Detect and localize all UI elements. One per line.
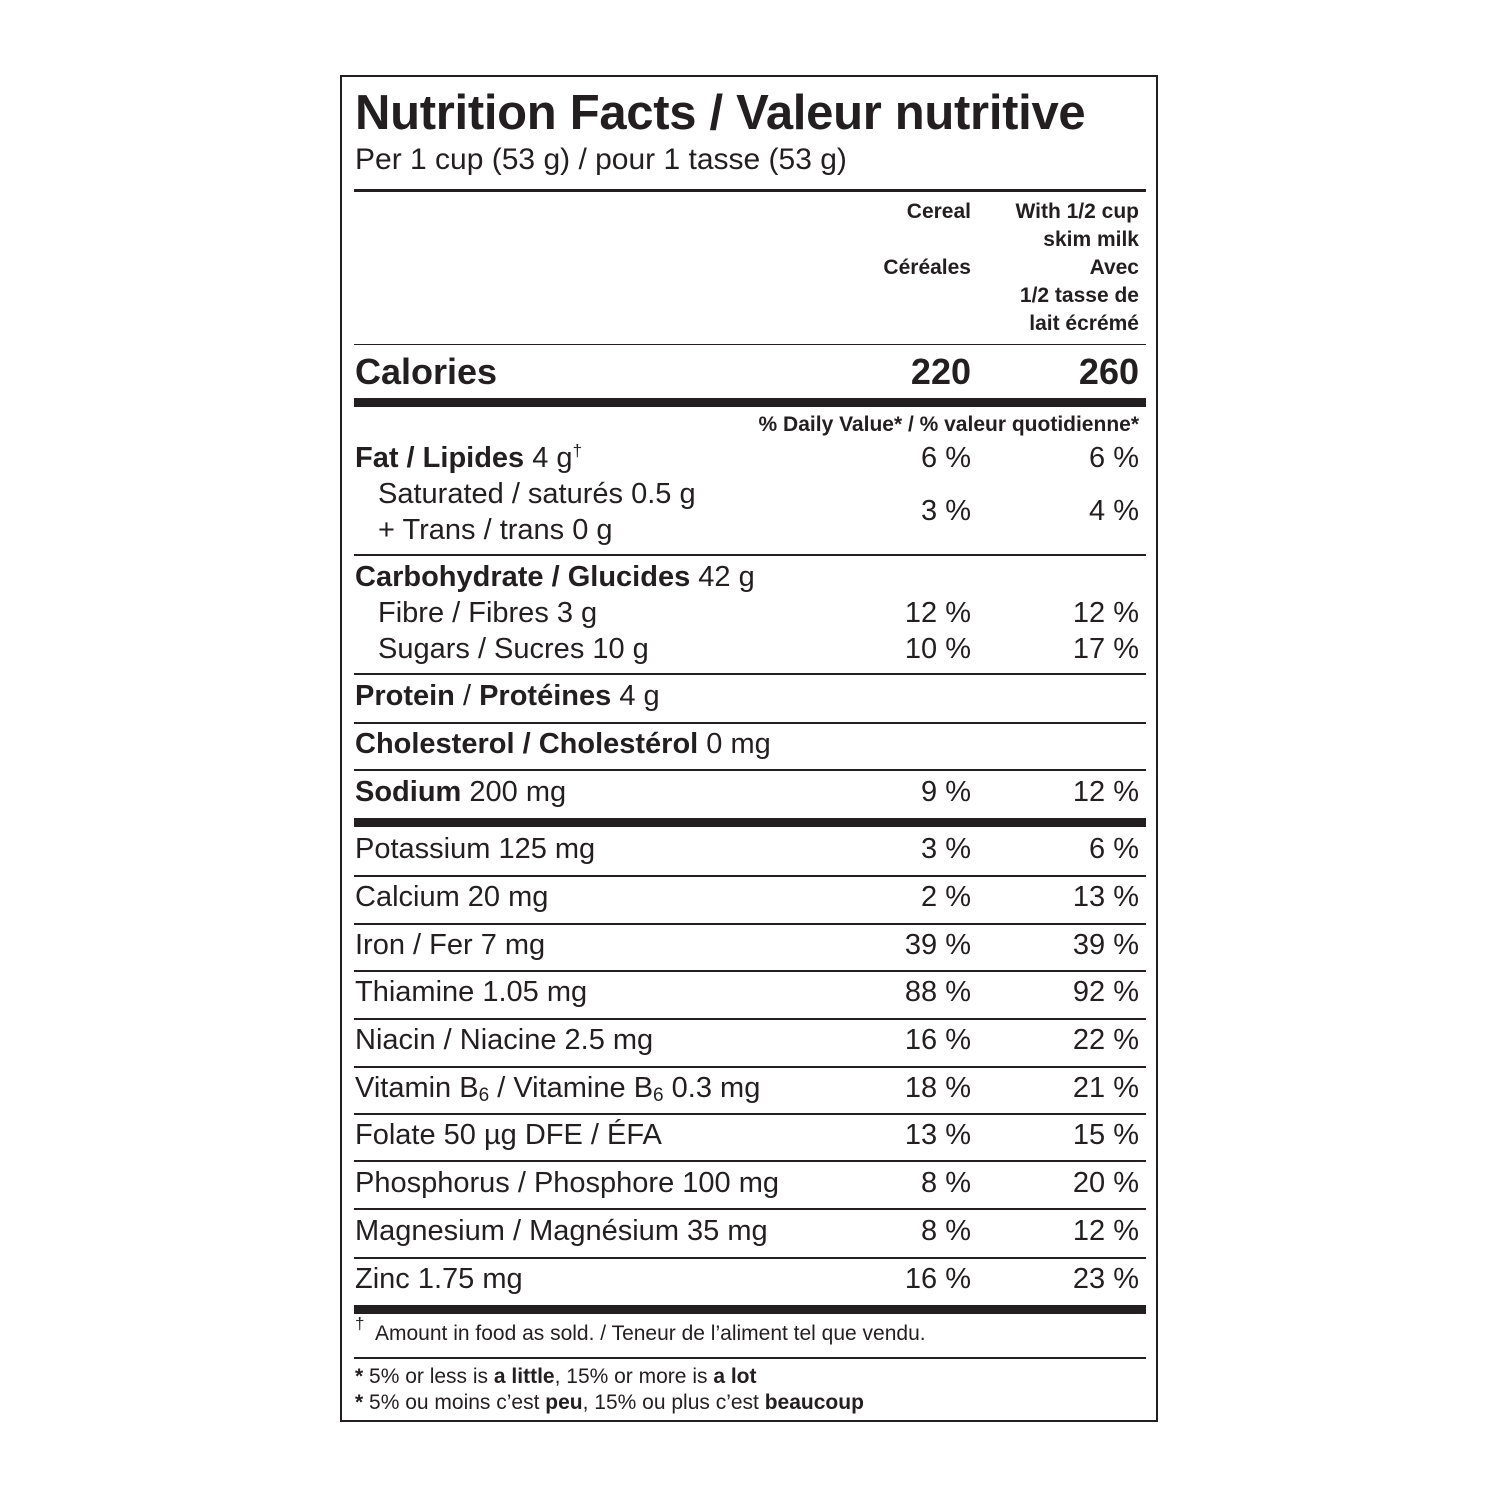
vitamin-b6-part1: Vitamin B (355, 1072, 479, 1104)
panel-title: Nutrition Facts / Valeur nutritive (355, 86, 1086, 140)
footnote-fr-beaucoup: beaucoup (764, 1391, 864, 1414)
rule-under-serving (354, 189, 1146, 192)
zinc-label: Zinc 1.75 mg (355, 1263, 523, 1295)
subscript-6: 6 (478, 1085, 490, 1106)
cholesterol-amount: 0 mg (706, 728, 771, 760)
footnote-en-a: 5% or less is (363, 1365, 494, 1388)
footnote-fr-peu: peu (545, 1391, 583, 1414)
niacin-label: Niacin / Niacine 2.5 mg (355, 1024, 654, 1056)
rule-after-cholesterol (354, 769, 1146, 771)
sodium-name: Sodium (355, 776, 462, 808)
footnote-en-a-little: a little (493, 1365, 555, 1388)
spacer (883, 226, 971, 254)
sodium-label (355, 776, 566, 809)
fat-label (355, 442, 582, 475)
saturated-line1: Saturated / saturés 0.5 g (378, 478, 696, 510)
rule-after-vitamin-b6 (354, 1113, 1146, 1115)
magnesium-label: Magnesium / Magnésium 35 mg (355, 1215, 768, 1247)
calories-label: Calories (355, 351, 498, 392)
column-header-cereal (883, 198, 971, 282)
thick-rule-sodium (354, 818, 1146, 827)
calories-with-milk: 260 (1078, 351, 1139, 392)
protein-name-fr: Protéines (479, 680, 612, 712)
subscript-6: 6 (653, 1085, 664, 1106)
calcium-label: Calcium 20 mg (355, 881, 549, 913)
fat-name: Fat / Lipides (355, 442, 525, 474)
column-header-milk-line1: With 1/2 cup (1015, 200, 1139, 223)
rule-after-protein (354, 722, 1146, 724)
rule-after-magnesium (354, 1257, 1146, 1259)
footnote-en-c: , 15% or more is (554, 1365, 714, 1388)
fibre-label: Fibre / Fibres 3 g (378, 597, 598, 629)
folate-label: Folate 50 µg DFE / ÉFA (355, 1119, 662, 1151)
phosphorus-cereal-dv: 8 % (921, 1167, 971, 1199)
rule-between-footnotes (354, 1357, 1146, 1359)
column-header-milk-line2: skim milk (1043, 228, 1139, 251)
rule-after-fat (354, 554, 1146, 556)
thiamine-cereal-dv: 88 % (904, 976, 971, 1008)
thiamine-milk-dv: 92 % (1072, 976, 1139, 1008)
rule-after-phosphorus (354, 1208, 1146, 1210)
rule-after-carbohydrate (354, 673, 1146, 675)
trans-line2: + Trans / trans 0 g (378, 514, 613, 546)
footnote-fr-c: , 15% ou plus c’est (582, 1391, 765, 1414)
rule-after-niacin (354, 1066, 1146, 1068)
rule-after-calcium (354, 923, 1146, 925)
column-header-cereal-en: Cereal (906, 200, 971, 223)
folate-milk-dv: 15 % (1072, 1119, 1139, 1151)
footnote-french (355, 1391, 864, 1415)
column-header-with-milk (1016, 198, 1140, 338)
thick-rule-calories (354, 398, 1146, 407)
carbohydrate-label (355, 561, 755, 594)
potassium-milk-dv: 6 % (1089, 833, 1139, 865)
rule-after-folate (354, 1160, 1146, 1162)
fibre-milk-dv: 12 % (1072, 597, 1139, 629)
nutrition-facts-panel (340, 75, 1158, 1422)
zinc-cereal-dv: 16 % (904, 1263, 971, 1295)
daily-value-header: % Daily Value* / % valeur quotidienne* (758, 413, 1139, 436)
fat-amount: 4 g (532, 442, 573, 474)
sodium-milk-dv: 12 % (1072, 776, 1139, 808)
rule-after-iron (354, 970, 1146, 972)
dagger-footnote (355, 1314, 926, 1346)
potassium-cereal-dv: 3 % (921, 833, 971, 865)
footnote-english (355, 1365, 757, 1389)
niacin-milk-dv: 22 % (1072, 1024, 1139, 1056)
vitamin-b6-part2: / Vitamine B (489, 1072, 654, 1104)
zinc-milk-dv: 23 % (1072, 1263, 1139, 1295)
cholesterol-label (355, 728, 771, 761)
sodium-cereal-dv: 9 % (921, 776, 971, 808)
dagger-footnote-text: Amount in food as sold. / Teneur de l’aliment tel que vendu. (374, 1322, 926, 1345)
sugars-cereal-dv: 10 % (904, 633, 971, 665)
dagger-mark: † (572, 441, 583, 460)
phosphorus-milk-dv: 20 % (1072, 1167, 1139, 1199)
rule-under-headers (354, 344, 1146, 345)
fat-milk-dv: 6 % (1089, 442, 1139, 474)
rule-after-potassium (354, 875, 1146, 877)
rule-after-thiamine (354, 1018, 1146, 1020)
magnesium-cereal-dv: 8 % (921, 1215, 971, 1247)
cholesterol-name: Cholesterol / Cholestérol (355, 728, 699, 760)
folate-cereal-dv: 13 % (904, 1119, 971, 1151)
phosphorus-label: Phosphorus / Phosphore 100 mg (355, 1167, 779, 1199)
vitamin-b6-part3: 0.3 mg (663, 1072, 761, 1104)
footnote-dagger-mark: † (355, 1314, 365, 1333)
potassium-label: Potassium 125 mg (355, 833, 596, 865)
fat-cereal-dv: 6 % (921, 442, 971, 474)
fibre-cereal-dv: 12 % (904, 597, 971, 629)
iron-label: Iron / Fer 7 mg (355, 929, 546, 961)
sodium-amount: 200 mg (469, 776, 567, 808)
vitamin-b6-milk-dv: 21 % (1072, 1072, 1139, 1104)
calcium-milk-dv: 13 % (1072, 881, 1139, 913)
column-header-cereal-fr: Céréales (883, 256, 971, 279)
carbohydrate-amount: 42 g (698, 561, 755, 593)
serving-size: Per 1 cup (53 g) / pour 1 tasse (53 g) (355, 143, 847, 176)
calcium-cereal-dv: 2 % (921, 881, 971, 913)
protein-amount: 4 g (619, 680, 660, 712)
protein-label (355, 680, 660, 713)
niacin-cereal-dv: 16 % (904, 1024, 971, 1056)
footnote-star: * (355, 1365, 364, 1388)
protein-separator: / (454, 680, 480, 712)
saturated-cereal-dv: 3 % (921, 495, 971, 527)
vitamin-b6-cereal-dv: 18 % (904, 1072, 971, 1104)
thick-rule-bottom (354, 1305, 1146, 1314)
magnesium-milk-dv: 12 % (1072, 1215, 1139, 1247)
protein-name-en: Protein (355, 680, 455, 712)
iron-milk-dv: 39 % (1072, 929, 1139, 961)
column-header-milk-line3: Avec (1089, 256, 1139, 279)
sugars-milk-dv: 17 % (1072, 633, 1139, 665)
footnote-en-a-lot: a lot (713, 1365, 757, 1388)
carbohydrate-name: Carbohydrate / Glucides (355, 561, 691, 593)
thiamine-label: Thiamine 1.05 mg (355, 976, 588, 1008)
saturated-milk-dv: 4 % (1089, 495, 1139, 527)
footnote-star: * (355, 1391, 364, 1414)
column-header-milk-line5: lait écrémé (1029, 312, 1139, 335)
sugars-label: Sugars / Sucres 10 g (378, 633, 649, 665)
calories-cereal: 220 (910, 351, 971, 392)
vitamin-b6-label (355, 1072, 760, 1105)
column-header-milk-line4: 1/2 tasse de (1019, 284, 1139, 307)
footnote-fr-a: 5% ou moins c’est (363, 1391, 546, 1414)
iron-cereal-dv: 39 % (904, 929, 971, 961)
